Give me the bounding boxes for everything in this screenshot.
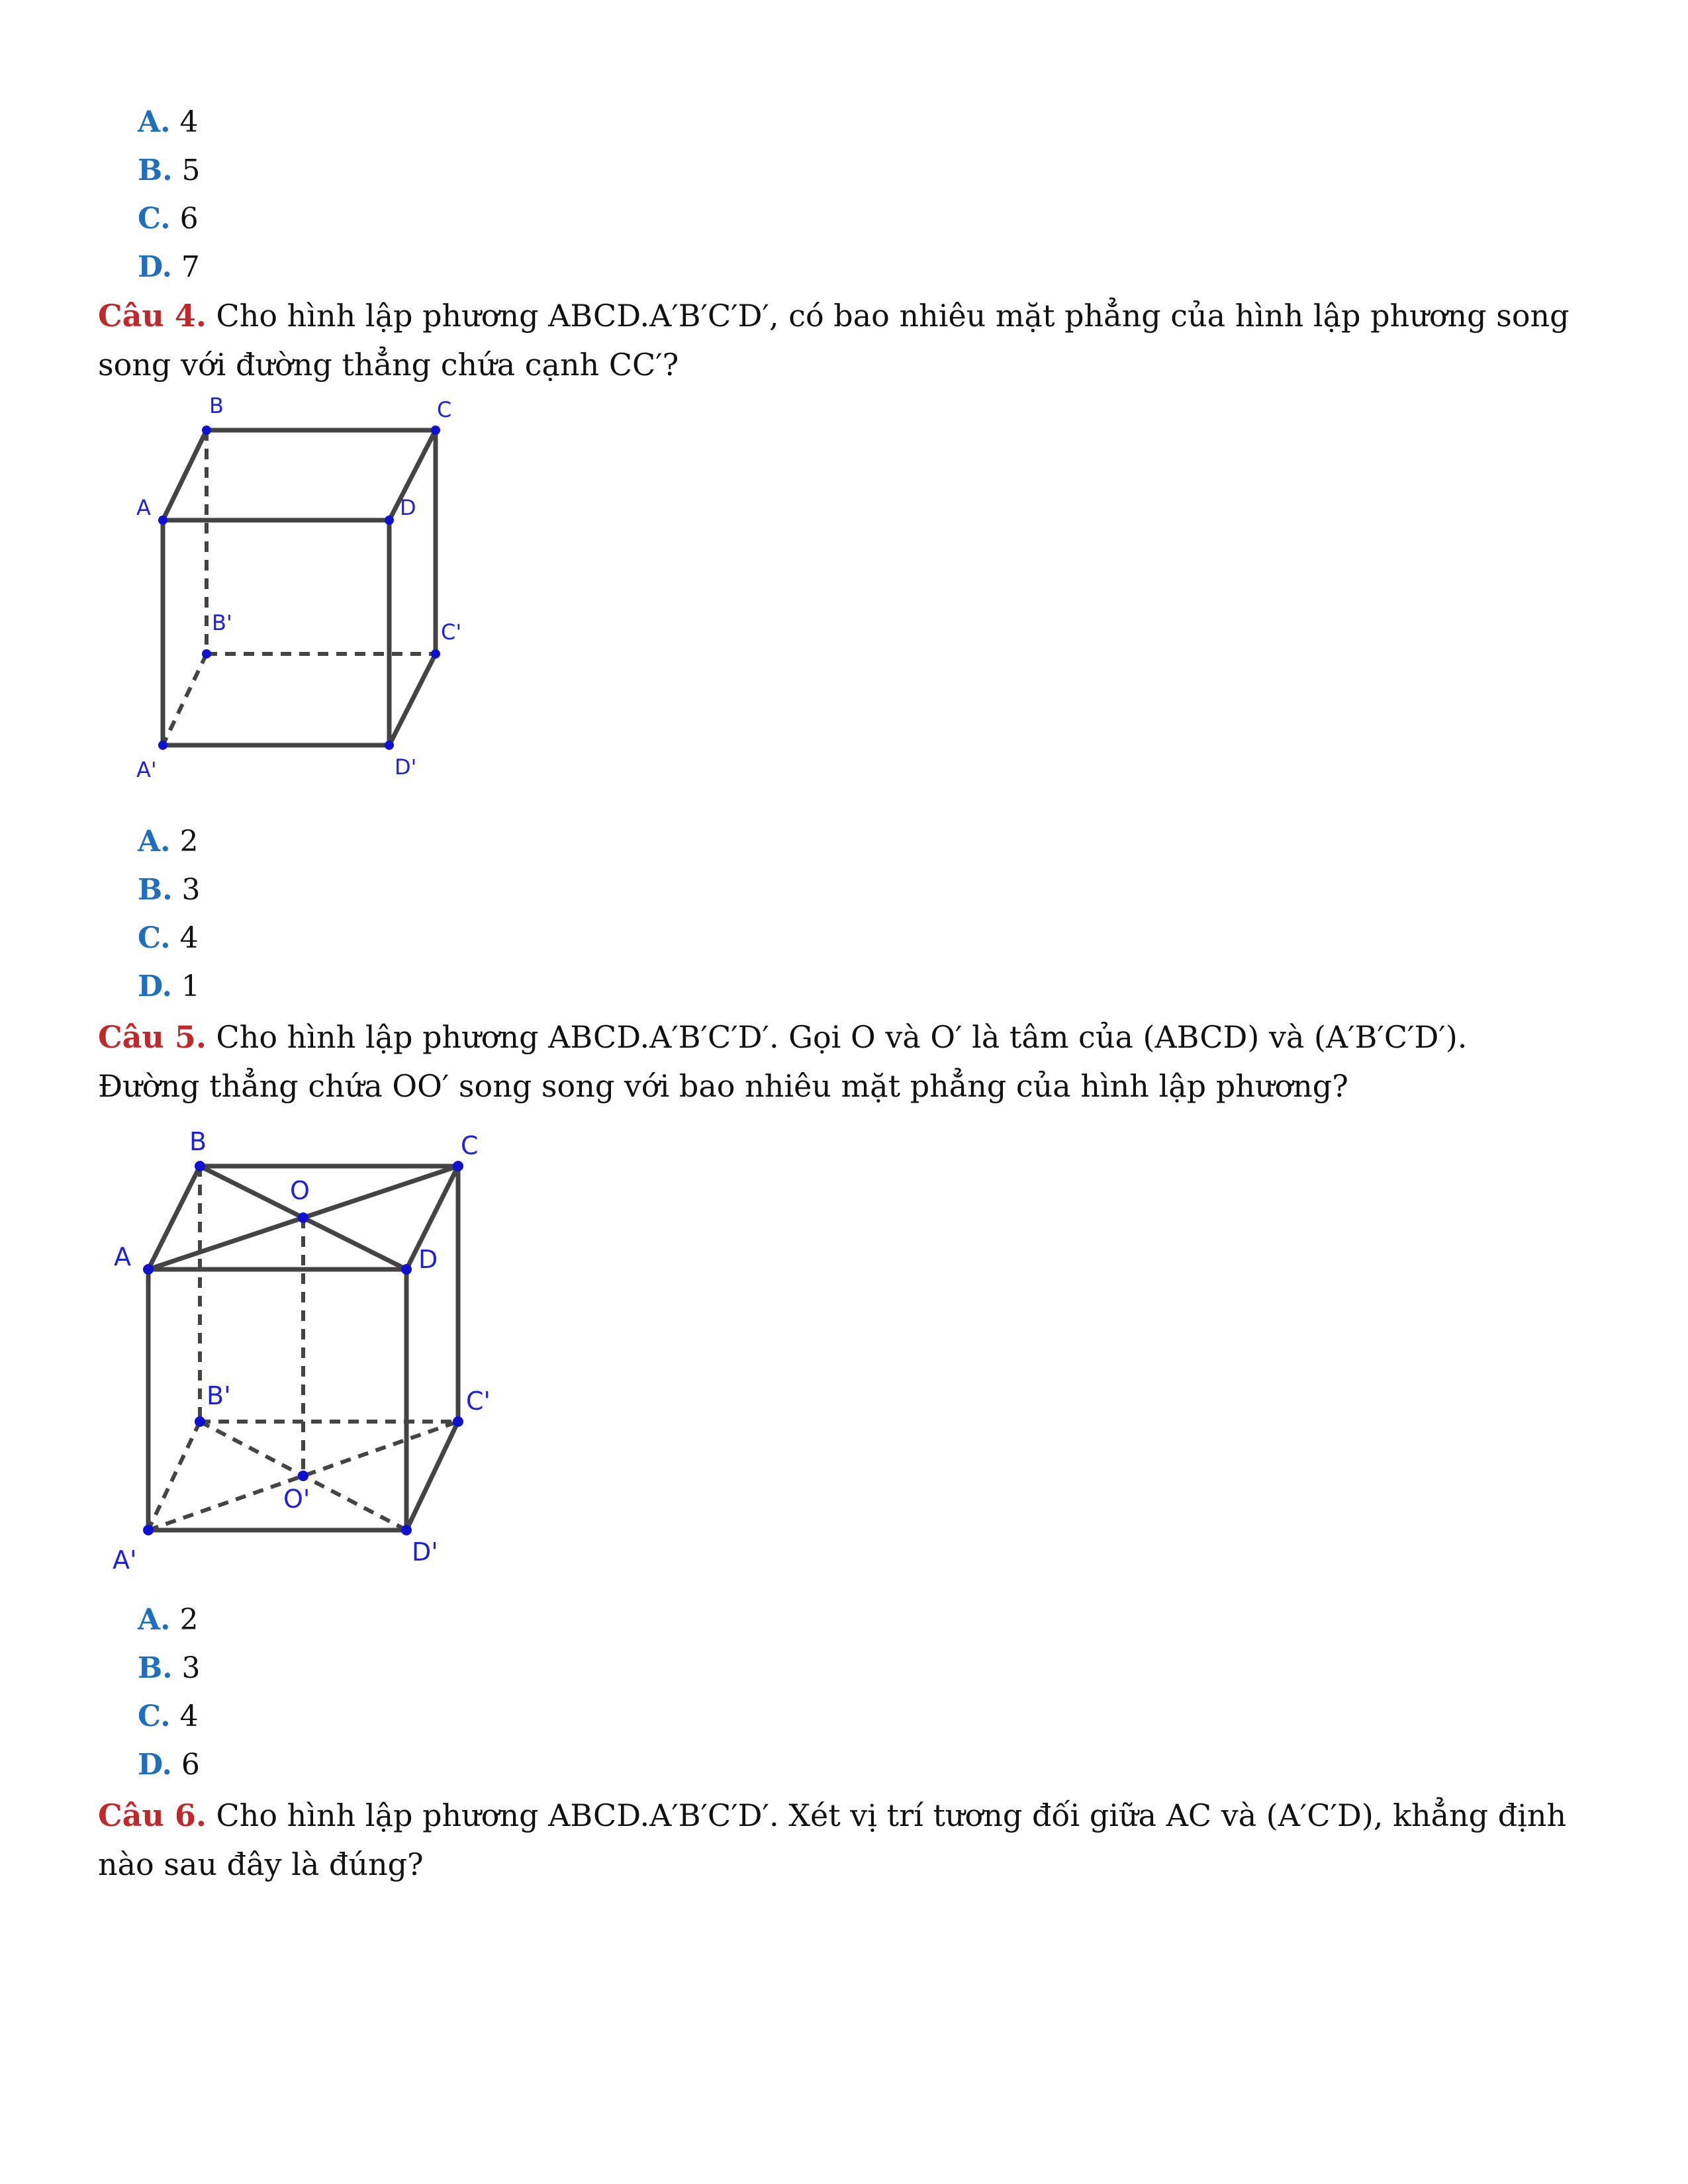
option-label: C.: [138, 202, 171, 236]
answer-option[interactable]: [138, 151, 201, 191]
point-d-prime: [401, 1525, 412, 1535]
option-value: 4: [179, 921, 199, 955]
point-b: [202, 426, 211, 435]
answer-option[interactable]: [138, 1697, 199, 1737]
point-o-prime: [298, 1471, 308, 1481]
question-4-line-2: song với đường thẳng chứa cạnh CC′?: [98, 347, 679, 383]
point-a: [158, 516, 167, 525]
answer-option[interactable]: [138, 248, 200, 287]
vertex-label-d: D: [418, 1245, 438, 1274]
point-b-prime: [195, 1416, 205, 1427]
option-label: D.: [138, 1748, 172, 1782]
question-6-line-2: nào sau đây là đúng?: [98, 1846, 424, 1882]
point-c-prime: [431, 649, 440, 659]
vertex-label-d-prime: D': [395, 754, 417, 780]
answer-option[interactable]: [138, 967, 200, 1007]
point-c: [431, 426, 440, 435]
point-a-prime: [143, 1525, 154, 1535]
option-label: C.: [138, 1700, 171, 1733]
visible-edges: [163, 430, 436, 745]
question-5-label: Câu 5.: [98, 1019, 207, 1055]
answer-option[interactable]: [138, 870, 201, 910]
vertex-label-b: B: [189, 1127, 207, 1156]
option-value: 2: [179, 825, 199, 858]
option-label: C.: [138, 921, 171, 955]
question-5-text: Cho hình lập phương ABCD.A′B′C′D′. Gọi O và O′ là tâm của (ABCD) và (A′B′C′D′).: [206, 1019, 1468, 1055]
option-value: 4: [179, 105, 199, 139]
vertex-label-a: A: [136, 495, 151, 520]
question-6-text: Cho hình lập phương ABCD.A′B′C′D′. Xét vị trí tương đối giữa AC và (A′C′D), khẳng định: [206, 1797, 1567, 1833]
vertex-label-a-prime: A': [136, 757, 157, 782]
point-d: [401, 1264, 412, 1275]
option-value: 4: [179, 1700, 199, 1733]
option-value: 3: [181, 873, 201, 907]
question-6-label: Câu 6.: [98, 1797, 207, 1833]
cube-figure-q5: [106, 1118, 516, 1582]
question-5-line-2: Đường thẳng chứa OO′ song song với bao nhiêu mặt phẳng của hình lập phương?: [98, 1068, 1348, 1104]
option-value: 6: [181, 1748, 200, 1782]
option-value: 1: [181, 970, 200, 1003]
option-value: 3: [181, 1651, 201, 1685]
question-4-line-1: [98, 291, 1570, 340]
point-c: [453, 1161, 463, 1171]
point-o: [298, 1212, 308, 1223]
vertex-label-o: O: [290, 1176, 310, 1205]
point-b-prime: [202, 649, 211, 659]
vertex-label-a: A: [114, 1242, 131, 1271]
vertex-label-c-prime: C': [466, 1387, 491, 1416]
point-d-prime: [385, 741, 394, 750]
question-4-label: Câu 4.: [98, 298, 207, 334]
option-value: 6: [179, 202, 199, 236]
vertex-label-b-prime: B': [212, 610, 232, 635]
point-a: [143, 1264, 154, 1275]
vertex-label-o-prime: O': [283, 1484, 310, 1514]
point-a-prime: [158, 741, 167, 750]
question-6-line-1: [98, 1791, 1566, 1840]
vertex-label-d: D: [400, 495, 416, 520]
vertex-label-b: B: [209, 393, 224, 418]
hidden-edge: [163, 654, 207, 745]
vertex-label-c-prime: C': [441, 619, 462, 645]
option-label: A.: [138, 105, 171, 139]
point-b: [195, 1161, 205, 1171]
answer-option[interactable]: [138, 1745, 200, 1785]
option-label: B.: [138, 154, 173, 187]
vertex-label-b-prime: B': [207, 1381, 231, 1410]
vertex-label-c: C: [437, 397, 452, 422]
answer-option[interactable]: [138, 1649, 201, 1688]
cube-figure-q4: [126, 384, 483, 794]
option-value: 7: [181, 250, 200, 284]
answer-option[interactable]: [138, 199, 199, 239]
option-label: B.: [138, 1651, 173, 1685]
option-label: A.: [138, 825, 171, 858]
question-4-text: Cho hình lập phương ABCD.A′B′C′D′, có bao nhiêu mặt phẳng của hình lập phương song: [206, 298, 1570, 334]
answer-option[interactable]: [138, 103, 198, 142]
answer-option[interactable]: [138, 919, 199, 958]
vertex-label-a-prime: A': [113, 1545, 137, 1574]
option-label: B.: [138, 873, 173, 907]
option-label: D.: [138, 250, 172, 284]
option-label: A.: [138, 1603, 171, 1637]
question-5-line-1: [98, 1013, 1467, 1062]
point-d: [385, 516, 394, 525]
option-value: 2: [179, 1603, 199, 1637]
answer-option[interactable]: [138, 822, 198, 862]
option-value: 5: [181, 154, 201, 187]
vertex-label-c: C: [461, 1131, 479, 1160]
vertex-label-d-prime: D': [412, 1537, 438, 1567]
point-c-prime: [453, 1416, 463, 1427]
option-label: D.: [138, 970, 172, 1003]
answer-option[interactable]: [138, 1600, 198, 1640]
